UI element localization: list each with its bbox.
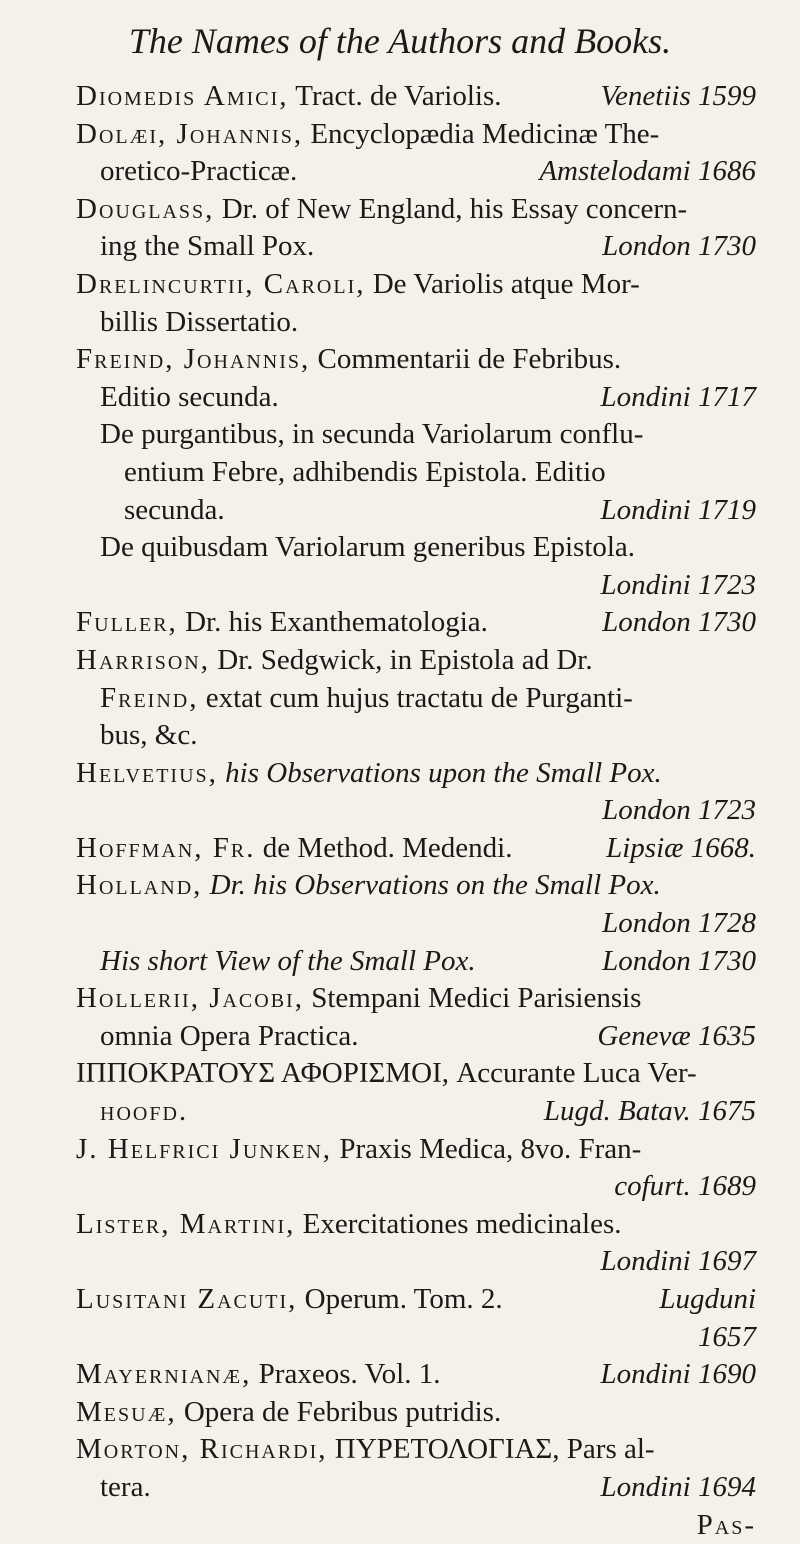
author-name: Lusitani Zacuti, [76, 1283, 298, 1315]
author-name: Harrison, [76, 643, 210, 676]
book-title: Dr. Sedgwick, in Epistola ad Dr. [210, 643, 593, 676]
entry-line [76, 642, 756, 680]
book-title: omnia Opera Practica. [100, 1019, 359, 1052]
imprint: Lugd. Batav. 1675 [543, 1095, 756, 1128]
author-name: Freind, [100, 681, 199, 714]
author-name: Hollerii, Jacobi, [76, 982, 304, 1015]
book-title: Accurante Luca Ver- [449, 1057, 697, 1090]
author-name: Mesuæ, [76, 1395, 177, 1428]
book-title: secunda. [124, 493, 225, 526]
entry-line [100, 416, 756, 454]
entry-line [76, 567, 756, 605]
entry-line [100, 379, 756, 417]
entry-line [76, 78, 756, 116]
entry-line [100, 1093, 756, 1131]
book-title: billis Dissertatio. [100, 305, 299, 338]
book-title: Praxeos. Vol. 1. [251, 1358, 441, 1391]
author-name: Mayernianæ, [76, 1358, 252, 1391]
author-name: Holland, [76, 869, 203, 902]
imprint: Lipsiæ 1668. [606, 831, 756, 864]
entry-line [76, 1431, 756, 1469]
author-name: J. Helfrici Junken, [76, 1132, 333, 1165]
entry-line [76, 1394, 756, 1432]
entry-line [100, 153, 756, 191]
page-title: The Names of the Authors and Books. [128, 21, 672, 61]
book-title: hoofd. [100, 1095, 189, 1128]
entry-line [76, 191, 756, 229]
book-title: Opera de Febribus putridis. [176, 1395, 502, 1428]
entry-line [76, 1356, 756, 1394]
entry-line [76, 1319, 756, 1357]
entry-line [76, 1055, 756, 1093]
entry-line [100, 680, 756, 718]
author-name: Drelincurtii, Caroli, [76, 267, 366, 300]
entry-line [124, 492, 756, 530]
imprint: London 1730 [602, 230, 756, 263]
imprint: Amstelodami 1686 [539, 155, 756, 188]
author-name: Helvetius, [76, 756, 218, 789]
book-title: Stempani Medici Parisiensis [303, 982, 642, 1015]
imprint: Venetiis 1599 [600, 80, 756, 112]
imprint: 1657 [698, 1320, 756, 1353]
author-name: Diomedis Amici, [76, 80, 289, 112]
book-title: oretico-Practicæ. [100, 155, 298, 188]
entry-line [76, 604, 756, 642]
entry-line [76, 341, 756, 379]
book-title: Encyclopædia Medicinæ The- [303, 117, 660, 150]
entry-line [76, 1206, 756, 1244]
entry-line [76, 1168, 756, 1206]
entry-line [76, 830, 756, 868]
book-title: De Variolis atque Mor- [365, 267, 640, 300]
imprint: Londini 1723 [600, 568, 756, 601]
entry-line [76, 266, 756, 304]
book-title: extat cum hujus tractatu de Purganti- [198, 681, 633, 714]
author-name: Dolæi, Johannis, [76, 117, 304, 150]
imprint: London 1730 [602, 606, 756, 639]
entry-line [76, 1131, 756, 1169]
author-name: Freind, Johannis, [76, 343, 311, 376]
imprint: London 1723 [602, 794, 756, 827]
entry-line [76, 1281, 756, 1319]
author-name: Lister, Martini, [76, 1207, 296, 1240]
book-title: De purgantibus, in secunda Variolarum conflu- [100, 418, 644, 451]
entry-line [100, 1018, 756, 1056]
entry-line [124, 454, 756, 492]
book-title: Commentarii de Febribus. [310, 343, 622, 376]
book-title: De quibusdam Variolarum generibus Epistola. [100, 531, 636, 564]
entry-line [100, 228, 756, 266]
author-name: Hoffman, Fr. [76, 831, 256, 864]
entry-line [100, 529, 756, 567]
book-title: tera. [100, 1470, 151, 1503]
entry-line [76, 792, 756, 830]
book-title: Dr. his Observations on the Small Pox. [202, 869, 661, 902]
entry-line [76, 867, 756, 905]
imprint: Lugduni [659, 1283, 756, 1315]
imprint: Londini 1717 [600, 380, 756, 413]
imprint: London 1728 [602, 907, 756, 940]
book-title: Praxis Medica, 8vo. Fran- [332, 1132, 642, 1165]
author-name: Morton, Richardi, [76, 1433, 328, 1466]
entry-line [76, 1243, 756, 1281]
book-title: de Method. Medendi. [255, 831, 513, 864]
imprint: Londini 1690 [600, 1358, 756, 1391]
author-list [76, 78, 756, 1544]
book-title: ing the Small Pox. [100, 230, 315, 263]
imprint: Londini 1719 [600, 493, 756, 526]
imprint: cofurt. 1689 [614, 1170, 756, 1203]
author-name: ΙΠΠΟΚΡΑΤΟΥΣ ΑΦΟΡΙΣΜΟΙ, [76, 1057, 450, 1090]
book-title: Tract. de Variolis. [288, 80, 502, 112]
entry-line [76, 980, 756, 1018]
book-title: Dr. of New England, his Essay concern- [214, 192, 688, 225]
author-name: Douglass, [76, 192, 215, 225]
book-title: his Observations upon the Small Pox. [217, 756, 662, 789]
entry-line [100, 304, 756, 342]
entry-line [100, 1469, 756, 1507]
book-title: Editio secunda. [100, 380, 279, 413]
imprint: Londini 1697 [600, 1245, 756, 1278]
book-title: Operum. Tom. 2. [297, 1283, 503, 1315]
book-title: Exercitationes medicinales. [295, 1207, 622, 1240]
imprint: Londini 1694 [600, 1470, 756, 1503]
book-title: bus, &c. [100, 719, 198, 752]
book-title: His short View of the Small Pox. [100, 944, 476, 977]
entry-line [100, 717, 756, 755]
book-title: entium Febre, adhibendis Epistola. Editio [124, 455, 606, 488]
entry-line [100, 943, 756, 981]
entry-line [76, 905, 756, 943]
imprint: Genevæ 1635 [597, 1019, 756, 1052]
imprint: London 1730 [602, 944, 756, 977]
entry-line [76, 116, 756, 154]
book-title: ΠΥΡΕΤΟΛΟΓΙΑΣ, Pars al- [327, 1433, 655, 1466]
author-name: Fuller, [76, 606, 178, 639]
book-title: Dr. his Exanthematologia. [177, 606, 488, 639]
entry-line [76, 755, 756, 793]
catchword: Pas- [696, 1508, 756, 1541]
